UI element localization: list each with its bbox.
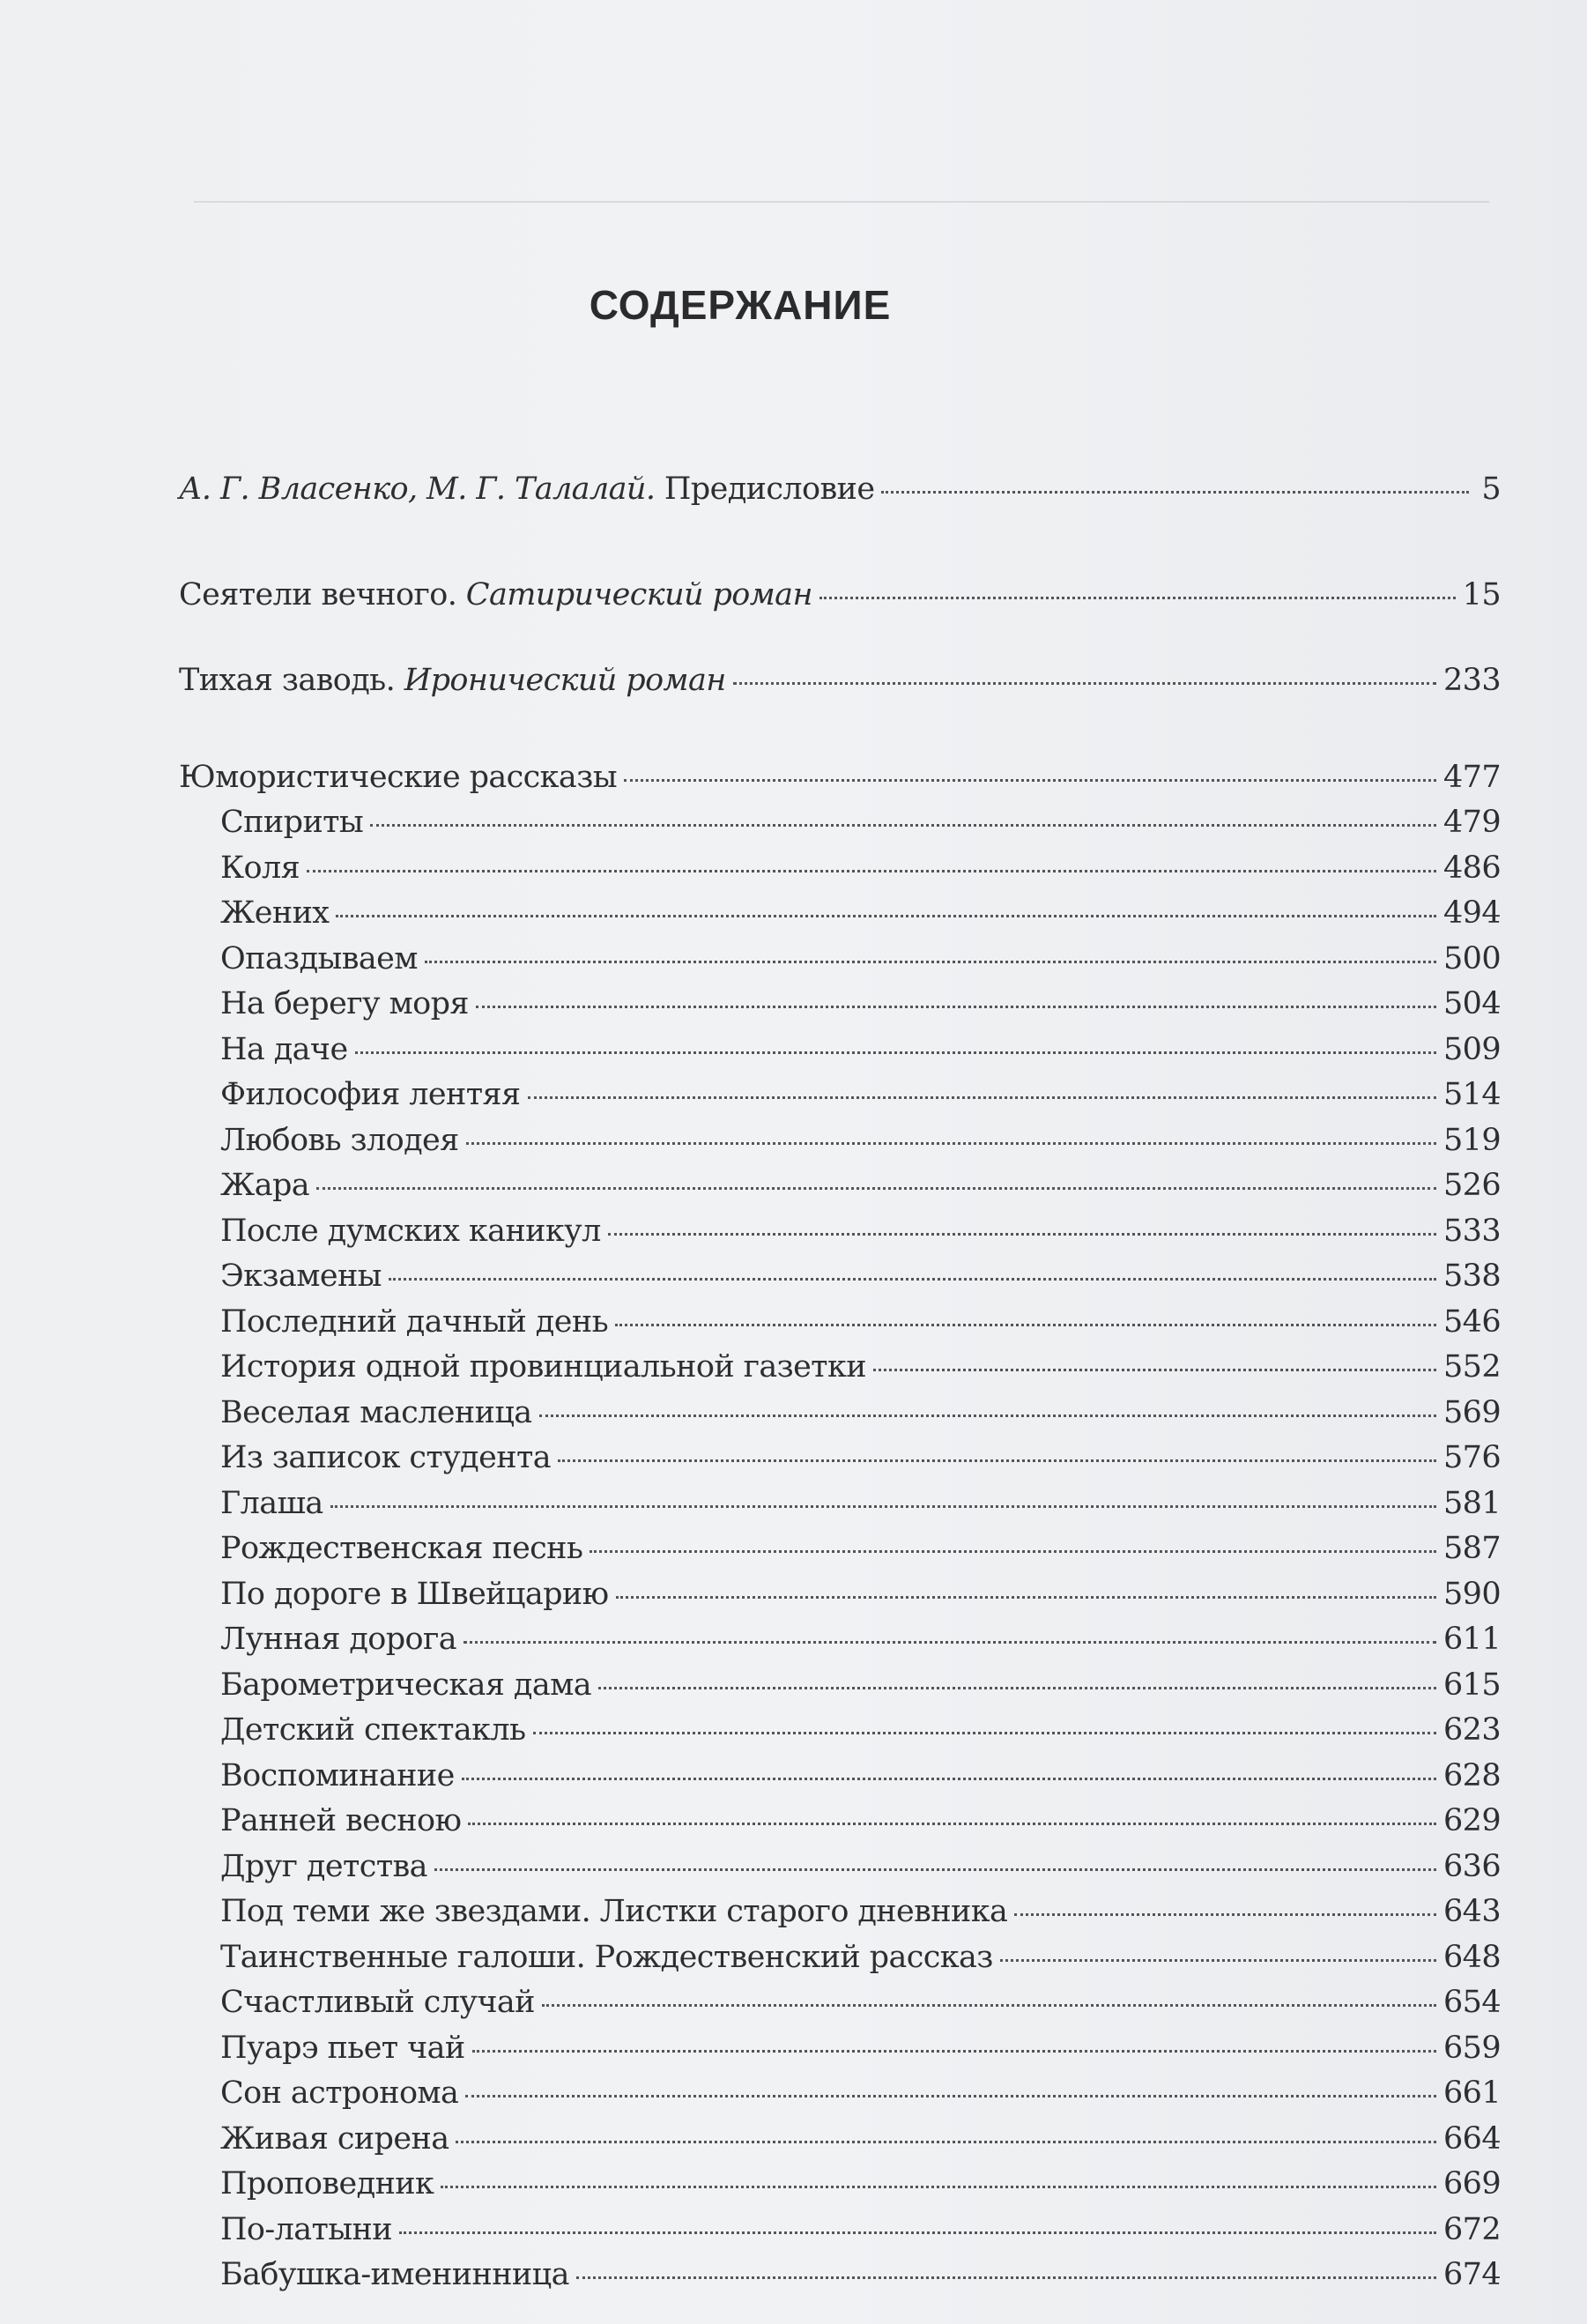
dot-leader — [425, 961, 1436, 963]
toc-entry-story[interactable] — [179, 800, 1501, 846]
dot-leader — [336, 915, 1436, 917]
dot-leader — [472, 2050, 1436, 2053]
entry-title: Лунная дорога — [220, 1622, 457, 1657]
entry-title: Тихая заводь. — [179, 663, 396, 698]
entry-page-number: 587 — [1442, 1531, 1501, 1566]
entry-title: Экзамены — [220, 1259, 382, 1294]
entry-title: После думских каникул — [220, 1213, 601, 1249]
entry-title: Юмористические рассказы — [179, 759, 617, 795]
dot-leader — [465, 2095, 1436, 2098]
entry-title: Живая сирена — [220, 2120, 449, 2157]
dot-leader — [456, 2141, 1436, 2143]
toc-entry-story[interactable] — [179, 1391, 1501, 1437]
entry-title: Рождественская песнь — [220, 1531, 583, 1566]
toc-entry-story[interactable] — [179, 2162, 1501, 2208]
dot-leader — [476, 1006, 1436, 1008]
entry-title: Бабушка-именинница — [220, 2257, 569, 2292]
dot-leader — [1000, 1959, 1436, 1962]
entry-page-number: 504 — [1442, 986, 1501, 1021]
entry-page-number: 538 — [1442, 1259, 1501, 1294]
entry-title: Ранней весною — [220, 1803, 462, 1838]
toc-entry-story[interactable] — [179, 1345, 1501, 1391]
table-of-contents — [179, 467, 1501, 2298]
entry-page-number: 664 — [1442, 2120, 1501, 2157]
entry-title: Опаздываем — [220, 940, 418, 976]
toc-entry-story[interactable] — [179, 1890, 1501, 1935]
dot-leader — [608, 1233, 1436, 1236]
dot-leader — [1014, 1913, 1436, 1916]
toc-entry-story[interactable] — [179, 2026, 1501, 2072]
entry-title: Детский спектакль — [220, 1712, 526, 1748]
dot-leader — [819, 597, 1456, 599]
toc-entry-story[interactable] — [179, 1163, 1501, 1209]
toc-entry-story[interactable] — [179, 1028, 1501, 1073]
entry-label — [179, 573, 812, 619]
entry-page-number: 526 — [1442, 1168, 1501, 1203]
toc-entry-humorous-stories[interactable] — [179, 755, 1501, 801]
entry-title: Жених — [220, 895, 330, 931]
toc-entry-story[interactable] — [179, 1935, 1501, 1981]
toc-entry-story[interactable] — [179, 2071, 1501, 2117]
toc-entry-story[interactable] — [179, 1300, 1501, 1346]
dot-leader — [468, 1823, 1436, 1825]
entry-page-number: 552 — [1442, 1349, 1501, 1385]
toc-entry-story[interactable] — [179, 1118, 1501, 1164]
dot-leader — [441, 2186, 1436, 2188]
entry-page-number: 509 — [1442, 1031, 1501, 1067]
toc-entry-story[interactable] — [179, 1980, 1501, 2026]
dot-leader — [542, 2004, 1436, 2007]
dot-leader — [434, 1868, 1436, 1871]
entry-page-number: 611 — [1442, 1622, 1501, 1657]
toc-entry-novel-tikhaya-zavod[interactable] — [179, 658, 1501, 704]
toc-entry-story[interactable] — [179, 1663, 1501, 1709]
entry-page-number: 576 — [1442, 1440, 1501, 1475]
entry-title: Сеятели вечного. — [179, 576, 457, 613]
toc-entry-story[interactable] — [179, 2117, 1501, 2163]
dot-leader — [399, 2231, 1436, 2234]
entry-label — [179, 658, 726, 704]
entry-page-number: 494 — [1442, 895, 1501, 931]
page-title: СОДЕРЖАНИЕ — [589, 281, 892, 328]
entry-title: Веселая масленица — [220, 1394, 532, 1430]
entry-page-number: 486 — [1442, 850, 1501, 886]
dot-leader — [307, 870, 1436, 872]
entry-title: История одной провинциальной газетки — [220, 1349, 866, 1385]
entry-title: По-латыни — [220, 2211, 392, 2247]
entry-title: Последний дачный день — [220, 1303, 609, 1340]
entry-subtitle: Иронический роман — [404, 663, 726, 698]
entry-title: Проповедник — [220, 2166, 434, 2201]
entry-page-number: 477 — [1442, 759, 1501, 795]
entry-page-number: 533 — [1442, 1213, 1501, 1249]
dot-leader — [576, 2276, 1436, 2279]
toc-entry-story[interactable] — [179, 1209, 1501, 1255]
entry-page-number: 643 — [1442, 1894, 1501, 1929]
toc-entry-story[interactable] — [179, 1526, 1501, 1572]
toc-entry-story[interactable] — [179, 1799, 1501, 1845]
entry-title: По дороге в Швейцарию — [220, 1576, 609, 1612]
dot-leader — [316, 1187, 1436, 1190]
entry-title: Сон астронома — [220, 2075, 459, 2111]
toc-entry-story[interactable] — [179, 2253, 1501, 2298]
dot-leader — [881, 491, 1469, 494]
show-through-rule — [194, 201, 1489, 203]
dot-leader — [590, 1550, 1436, 1553]
entry-page-number: 514 — [1442, 1077, 1501, 1112]
entry-title: Предисловие — [664, 471, 875, 507]
entry-author: А. Г. Власенко, М. Г. Талалай. — [179, 471, 656, 507]
entry-title: На берегу моря — [220, 986, 469, 1021]
dot-leader — [355, 1051, 1436, 1054]
toc-entry-story[interactable] — [179, 891, 1501, 937]
toc-entry-story[interactable] — [179, 982, 1501, 1028]
toc-entry-preface[interactable] — [179, 467, 1501, 513]
toc-entry-novel-seyateli[interactable] — [179, 573, 1501, 619]
dot-leader — [615, 1324, 1436, 1326]
entry-page-number: 479 — [1442, 805, 1501, 840]
toc-entry-story[interactable] — [179, 1572, 1501, 1618]
entry-page-number: 500 — [1442, 940, 1501, 976]
entry-title: Коля — [220, 850, 300, 886]
toc-entry-story[interactable] — [179, 1481, 1501, 1527]
entry-title: Счастливый случай — [220, 1985, 535, 2020]
entry-page-number: 672 — [1442, 2211, 1501, 2247]
entry-page-number: 661 — [1442, 2075, 1501, 2111]
entry-page-number: 615 — [1442, 1667, 1501, 1703]
toc-entry-story[interactable] — [179, 1708, 1501, 1754]
entry-title: Любовь злодея — [220, 1122, 459, 1158]
dot-leader — [389, 1278, 1436, 1281]
stories-list — [179, 800, 1501, 2298]
entry-title: Жара — [220, 1168, 310, 1203]
entry-page-number: 628 — [1442, 1757, 1501, 1793]
toc-entry-story[interactable] — [179, 1845, 1501, 1890]
toc-entry-story[interactable] — [179, 2208, 1501, 2253]
dot-leader — [733, 682, 1436, 685]
dot-leader — [873, 1369, 1436, 1371]
entry-title: Из записок студента — [220, 1440, 552, 1475]
entry-title: Под теми же звездами. Листки старого дневника — [220, 1894, 1008, 1929]
entry-title: Философия лентяя — [220, 1077, 521, 1112]
entry-title: Пуарэ пьет чай — [220, 2030, 465, 2066]
dot-leader — [462, 1778, 1436, 1780]
entry-subtitle: Сатирический роман — [465, 576, 812, 613]
entry-title: Таинственные галоши. Рождественский рассказ — [220, 1939, 993, 1975]
dot-leader — [370, 824, 1436, 827]
entry-page-number: 648 — [1442, 1939, 1501, 1975]
dot-leader — [539, 1414, 1436, 1417]
toc-entry-story[interactable] — [179, 1254, 1501, 1300]
entry-title: На даче — [220, 1031, 348, 1067]
entry-page-number: 5 — [1481, 471, 1501, 507]
entry-title: Глаша — [220, 1485, 323, 1521]
dot-leader — [466, 1142, 1436, 1145]
toc-entry-story[interactable] — [179, 1436, 1501, 1481]
entry-page-number: 233 — [1442, 663, 1501, 698]
entry-page-number: 654 — [1442, 1985, 1501, 2020]
entry-title: Воспоминание — [220, 1757, 455, 1793]
entry-page-number: 581 — [1442, 1485, 1501, 1521]
entry-page-number: 636 — [1442, 1848, 1501, 1884]
dot-leader — [616, 1596, 1436, 1599]
entry-label — [179, 467, 874, 513]
dot-leader — [624, 779, 1436, 782]
entry-page-number: 15 — [1462, 576, 1501, 613]
entry-page-number: 659 — [1442, 2030, 1501, 2066]
toc-entry-story[interactable] — [179, 1617, 1501, 1663]
entry-page-number: 569 — [1442, 1394, 1501, 1430]
entry-page-number: 519 — [1442, 1122, 1501, 1158]
dot-leader — [463, 1641, 1436, 1644]
entry-title: Спириты — [220, 805, 364, 840]
toc-entry-story[interactable] — [179, 1754, 1501, 1800]
dot-leader — [528, 1096, 1436, 1099]
dot-leader — [330, 1505, 1436, 1508]
toc-entry-story[interactable] — [179, 1073, 1501, 1118]
entry-page-number: 590 — [1442, 1576, 1501, 1612]
entry-title: Барометрическая дама — [220, 1667, 592, 1703]
toc-entry-story[interactable] — [179, 846, 1501, 892]
dot-leader — [598, 1687, 1436, 1689]
entry-page-number: 623 — [1442, 1712, 1501, 1748]
entry-page-number: 546 — [1442, 1303, 1501, 1340]
dot-leader — [533, 1732, 1436, 1734]
dot-leader — [558, 1459, 1436, 1462]
entry-page-number: 674 — [1442, 2257, 1501, 2292]
toc-entry-story[interactable] — [179, 937, 1501, 983]
entry-page-number: 629 — [1442, 1803, 1501, 1838]
entry-title: Друг детства — [220, 1848, 427, 1884]
entry-page-number: 669 — [1442, 2166, 1501, 2201]
